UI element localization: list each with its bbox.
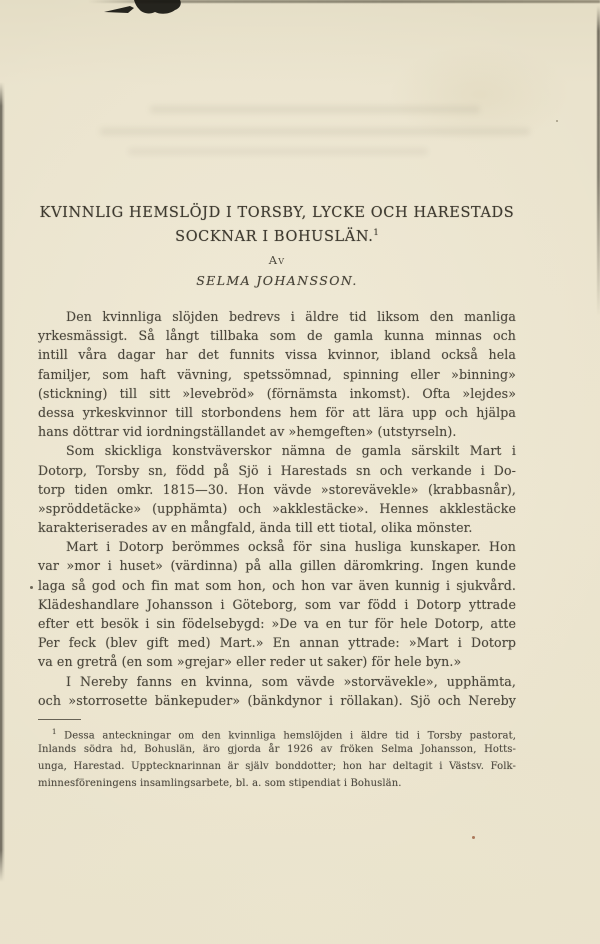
- text-line: intill våra dagar har det funnits vissa kvinnor, ibland också hela: [38, 347, 516, 363]
- text-line: Dotorp, Torsby sn, född på Sjö i Harestads sn och verkande i Do-: [38, 462, 516, 478]
- text-line: Mart i Dotorp berömmes också för sina husliga kunskaper. Hon: [66, 539, 516, 555]
- page-content: [38, 0, 516, 944]
- text-line: Per feck (blev gift med) Mart.» En annan yttrade: »Mart i Dotorp: [38, 635, 516, 651]
- text-line: var »mor i huset» (värdinna) på alla gillen däromkring. Ingen kunde: [38, 558, 516, 574]
- text-line: I Nereby fanns en kvinna, som vävde »storvävekle», upphämta,: [66, 673, 516, 689]
- text-line: laga så god och fin mat som hon, och hon var även kunnig i sjukvård.: [38, 577, 516, 593]
- title-line-2: [38, 224, 516, 247]
- article-body: [38, 307, 516, 710]
- title-footnote-ref: 1: [373, 227, 379, 238]
- paragraph: [38, 537, 516, 671]
- author-name: SELMA JOHANSSON.: [196, 273, 358, 288]
- text-line: torp tiden omkr. 1815—30. Hon vävde »storevävekle» (krabbasnår),: [38, 481, 516, 497]
- text-line: yrkesmässigt. Så långt tillbaka som de gamla kunna minnas och: [38, 328, 516, 344]
- text-line: familjer, som haft vävning, spetssömnad, spinning eller »binning»: [38, 366, 516, 382]
- text-line: Som skickliga konstväverskor nämna de gamla särskilt Mart i: [66, 443, 516, 459]
- text-line: karakteriserades av en mångfald, ända till ett tiotal, olika mönster.: [38, 520, 473, 536]
- title-line-2-text: SOCKNAR I BOHUSLÄN.: [175, 228, 374, 245]
- footnote-line: unga, Harestad. Upptecknarinnan är själv bonddotter; hon har deltagit i Västsv. Folk-: [38, 761, 516, 772]
- text-line: och »storrosette bänkepuder» (bänkdynor i röllakan). Sjö och Nereby: [38, 692, 516, 708]
- text-line: hans döttrar vid iordningställandet av »hemgeften» (utstyrseln).: [38, 424, 457, 440]
- text-line: dessa yrkeskvinnor till storbondens hem för att lära upp och hjälpa: [38, 404, 516, 420]
- page-edge-left: [0, 82, 5, 882]
- footnote-separator: [38, 719, 81, 720]
- text-line: Klädeshandlare Johansson i Göteborg, som var född i Dotorp yttrade: [38, 596, 516, 612]
- footnote-line-text: Dessa anteckningar om den kvinnliga hemslöjden i äldre tid i Torsby pastorat,: [64, 730, 517, 742]
- text-line: »spröddetäcke» (upphämta) och »akklestäcke». Hennes akklestäcke: [38, 500, 516, 516]
- text-line: efter ett besök i sin födelsebygd: »De va en tur för hele Dotorp, atte: [38, 616, 516, 631]
- article-title: [38, 204, 516, 247]
- text-line: Den kvinnliga slöjden bedrevs i äldre tid liksom den manliga: [66, 309, 516, 324]
- footnote-line: Inlands södra hd, Bohuslän, äro gjorda år 1926 av fröken Selma Johansson, Hotts-: [38, 744, 516, 755]
- footnote-line: [38, 724, 516, 741]
- footnote: [38, 724, 516, 792]
- paragraph: [38, 441, 516, 537]
- paragraph: [38, 672, 516, 710]
- ink-speck: [556, 120, 558, 122]
- footnote-ref-mark: 1: [52, 728, 57, 736]
- paragraph: [38, 307, 516, 441]
- byline: Av: [268, 253, 286, 267]
- title-line-1: KVINNLIG HEMSLÖJD I TORSBY, LYCKE OCH HARESTADS: [39, 205, 515, 221]
- footnote-line: minnesföreningens insamlingsarbete, bl. a. som stipendiat i Bohuslän.: [38, 778, 402, 789]
- text-line: (stickning) till sitt »levebröd» (förnämsta inkomst). Ofta »lejdes»: [38, 385, 516, 401]
- ink-speck: [30, 586, 33, 589]
- text-line: va en gretrå (en som »grejar» eller reder ut saker) för hele byn.»: [38, 654, 462, 670]
